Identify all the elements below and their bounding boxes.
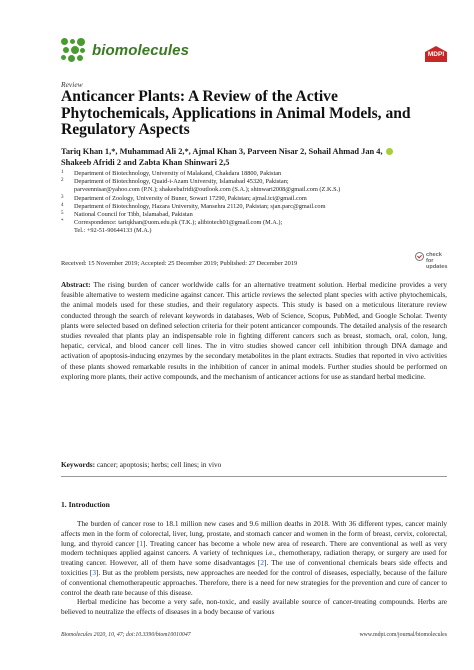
- mdpi-logo[interactable]: [425, 46, 447, 62]
- affiliation-text: Department of Biotechnology, Hazara University, Mansehra 21120, Pakistan; sjan.parc@gmail.com: [74, 202, 326, 210]
- affiliation-text: National Council for Tibb, Islamabad, Pakistan: [74, 211, 193, 219]
- affiliation-text: Tel.: +92-51-90644133 (M.A.): [74, 227, 152, 235]
- affiliation-item: [61, 203, 447, 211]
- abstract-label: Abstract:: [61, 280, 91, 289]
- publication-dates: Received: 15 November 2019; Accepted: 25 December 2019; Published: 27 December 2019: [61, 260, 298, 267]
- affiliation-item: [61, 219, 447, 227]
- affiliation-number: 1: [61, 170, 64, 175]
- affiliation-text: Department of Biotechnology, Quaid-i-Azam University, Islamabad 45320, Pakistan;: [74, 178, 289, 186]
- affiliation-item: [61, 170, 447, 178]
- abstract: [61, 280, 447, 382]
- section-divider: [61, 476, 447, 477]
- journal-name: biomolecules: [92, 41, 190, 59]
- affiliation-item: [61, 211, 447, 219]
- paragraph: Herbal medicine has become a very safe, non-toxic, and easily available source of cancer-treating compounds. Herbs are believed to neutralize the effects of diseases in a body because of various: [61, 597, 447, 617]
- keywords-label: Keywords:: [61, 460, 96, 469]
- article-title: Anticancer Plants: A Review of the Active Phytochemicals, Applications in Animal Models, and Regulatory Aspects: [61, 88, 411, 139]
- orcid-icon[interactable]: [386, 148, 393, 155]
- author-list: [61, 146, 447, 168]
- author-names-line2: Shakeeb Afridi 2 and Zabta Khan Shinwari 2,5: [61, 158, 230, 167]
- mdpi-logo-text: MDPI: [427, 51, 445, 58]
- keywords-text: cancer; apoptosis; herbs; cell lines; in vivo: [96, 460, 222, 469]
- affiliation-number: 2: [61, 178, 64, 184]
- affiliation-item: [61, 195, 447, 203]
- affiliation-number: *: [61, 219, 64, 225]
- citation-link[interactable]: 2: [260, 558, 265, 568]
- affiliation-number: 4: [61, 202, 64, 208]
- keywords: [61, 460, 447, 470]
- affiliation-item: [61, 178, 447, 186]
- footer-url-link[interactable]: www.mdpi.com/journal/biomolecules: [359, 632, 447, 638]
- affiliations: [61, 170, 447, 236]
- check-for-updates-badge[interactable]: [415, 252, 448, 272]
- journal-header: [61, 37, 189, 63]
- affiliation-text: Department of Biotechnology, University of Malakand, Chakdara 18800, Pakistan: [74, 170, 282, 177]
- affiliation-number: 5: [61, 211, 64, 217]
- author-names-line1: Tariq Khan 1,*, Muhammad Ali 2,*, Ajmal Khan 3, Parveen Nisar 2, Sohail Ahmad Jan 4,: [61, 147, 383, 156]
- affiliation-text: Correspondence: tariqkhan@uom.edu.pk (T.K.); alibiotech01@gmail.com (M.A.);: [74, 219, 283, 227]
- section-heading: 1. Introduction: [61, 500, 110, 509]
- author-line: [61, 157, 447, 168]
- affiliation-number: 3: [61, 194, 64, 200]
- introduction-body: [61, 519, 447, 617]
- citation-link[interactable]: 3: [92, 567, 96, 577]
- check-updates-label: check for updates: [426, 252, 448, 270]
- article-type: Review: [61, 80, 83, 89]
- abstract-text: The rising burden of cancer worldwide calls for an alternative treatment solution. Herbal medicine provides a very feasible alternative to western medicine against cancer. This article reviews the selected plant species with active phytochemicals, the animal models used for these studies, and their regulatory aspects. This study is based on a meticulous literature review conducted through the search of relevant keywords in databases, Web of Science, Scopus, PubMed, and Google Scholar. Twenty plants were selected based on defined selection criteria for their potent anticancer compounds. The detailed analysis of the research studies revealed that plants play an indispensable role in fighting different cancers such as breast, stomach, oral, colon, lung, hepatic, cervical, and blood cancer cell lines. The in vitro studies showed cancer cell inhibition through DNA damage and activation of apoptosis-inducing enzymes by the secondary metabolites in the plant extracts. Studies that reported in vivo activities of these plants showed remarkable results in the inhibition of cancer in animal models. Further studies should be performed on exploring more plants, their active compounds, and the mechanism of anticancer actions for use as standard herbal medicine.: [61, 280, 447, 381]
- journal-logo-icon: [61, 38, 87, 62]
- citation-link[interactable]: 1: [139, 538, 144, 548]
- affiliation-text: parveennisar@yahoo.com (P.N.); shakeebafridi@outlook.com (S.A.); shinwari2008@gmail.com (Z.K.S.): [74, 186, 341, 194]
- footer-citation: Biomolecules 2020, 10, 47; doi:10.3390/biom10010047: [61, 632, 191, 638]
- check-updates-icon: [415, 252, 424, 261]
- affiliation-item: [61, 186, 447, 194]
- paragraph: The burden of cancer rose to 18.1 million new cases and 9.6 million deaths in 2018. With 36 different types, cancer mainly affects men in the form of colorectal, liver, lung, prostate, and stomach cancer and women in the form of breast, cervix, colorectal, lung, and thyroid cancer [1]. Treating cancer has become a whole new area of research. There are conventional as well as very modern techniques applied against cancers. A variety of techniques i.e., chemotherapy, radiation therapy, or surgery are used for treating cancer. However, all of them have some disadvantages [2]. The use of conventional chemicals bears side effects and toxicities [3]. But as the problem persists, new approaches are needed for the control of diseases, especially, because of the failure of conventional chemotherapeutic approaches. Therefore, there is a need for new strategies for the prevention and cure of cancer to control the death rate because of this disease.: [61, 519, 447, 597]
- affiliation-text: Department of Zoology, University of Buner, Sowari 17290, Pakistan; ajmal.ici@gmail.com: [74, 194, 307, 202]
- author-line: [61, 146, 447, 157]
- affiliation-item: [61, 227, 447, 235]
